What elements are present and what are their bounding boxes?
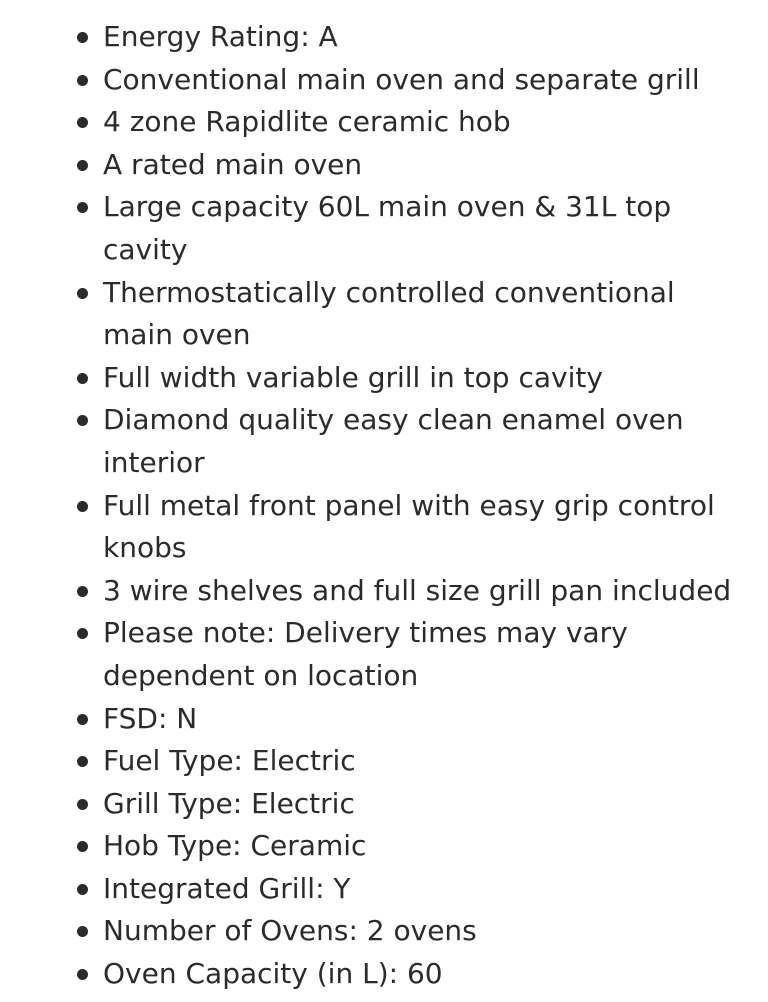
list-item xyxy=(0,868,768,911)
feature-text: Grill Type: Electric xyxy=(103,786,355,820)
feature-text: FSD: N xyxy=(103,701,198,735)
feature-text: Fuel Type: Electric xyxy=(103,744,356,778)
feature-text: Large capacity 60L main oven & 31L top cavity xyxy=(103,190,672,266)
bullet-icon xyxy=(77,628,88,639)
feature-text: Integrated Grill: Y xyxy=(103,871,351,905)
list-item xyxy=(0,399,768,484)
bullet-icon xyxy=(77,884,88,895)
list-item xyxy=(0,612,768,697)
list-item xyxy=(0,16,768,59)
list-item xyxy=(0,101,768,144)
list-item xyxy=(0,272,768,357)
list-item xyxy=(0,698,768,741)
bullet-icon xyxy=(77,799,88,810)
list-item xyxy=(0,59,768,102)
feature-text: Energy Rating: A xyxy=(103,20,338,53)
bullet-icon xyxy=(77,415,88,426)
bullet-icon xyxy=(77,202,88,213)
feature-text: A rated main oven xyxy=(103,147,363,181)
list-item xyxy=(0,740,768,783)
list-item xyxy=(0,783,768,826)
feature-text: Please note: Delivery times may vary dependent on location xyxy=(103,616,628,692)
feature-list xyxy=(0,16,768,996)
feature-text: 4 zone Rapidlite ceramic hob xyxy=(103,105,511,139)
bullet-icon xyxy=(77,756,88,767)
feature-text: Number of Ovens: 2 ovens xyxy=(103,914,477,948)
bullet-icon xyxy=(77,586,88,597)
bullet-icon xyxy=(77,714,88,725)
list-item xyxy=(0,825,768,868)
feature-text: Thermostatically controlled conventional main oven xyxy=(103,275,675,352)
bullet-icon xyxy=(77,160,88,171)
list-item xyxy=(0,570,768,613)
bullet-icon xyxy=(77,117,88,128)
bullet-icon xyxy=(77,969,88,980)
feature-text: 3 wire shelves and full size grill pan included xyxy=(103,573,732,607)
feature-text: Oven Capacity (in L): 60 xyxy=(103,957,443,991)
bullet-icon xyxy=(77,32,88,43)
feature-text: Diamond quality easy clean enamel oven interior xyxy=(103,403,684,479)
list-item xyxy=(0,485,768,570)
bullet-icon xyxy=(77,501,88,512)
bullet-icon xyxy=(77,841,88,852)
list-item xyxy=(0,953,768,996)
bullet-icon xyxy=(77,926,88,937)
bullet-icon xyxy=(77,288,88,299)
feature-text: Hob Type: Ceramic xyxy=(103,829,367,863)
list-item xyxy=(0,910,768,953)
feature-text: Conventional main oven and separate grill xyxy=(103,62,700,96)
bullet-icon xyxy=(77,373,88,384)
feature-text: Full width variable grill in top cavity xyxy=(103,360,603,394)
list-item xyxy=(0,144,768,187)
bullet-icon xyxy=(77,75,88,86)
list-item xyxy=(0,186,768,271)
list-item xyxy=(0,357,768,400)
feature-text: Full metal front panel with easy grip control knobs xyxy=(103,488,715,565)
